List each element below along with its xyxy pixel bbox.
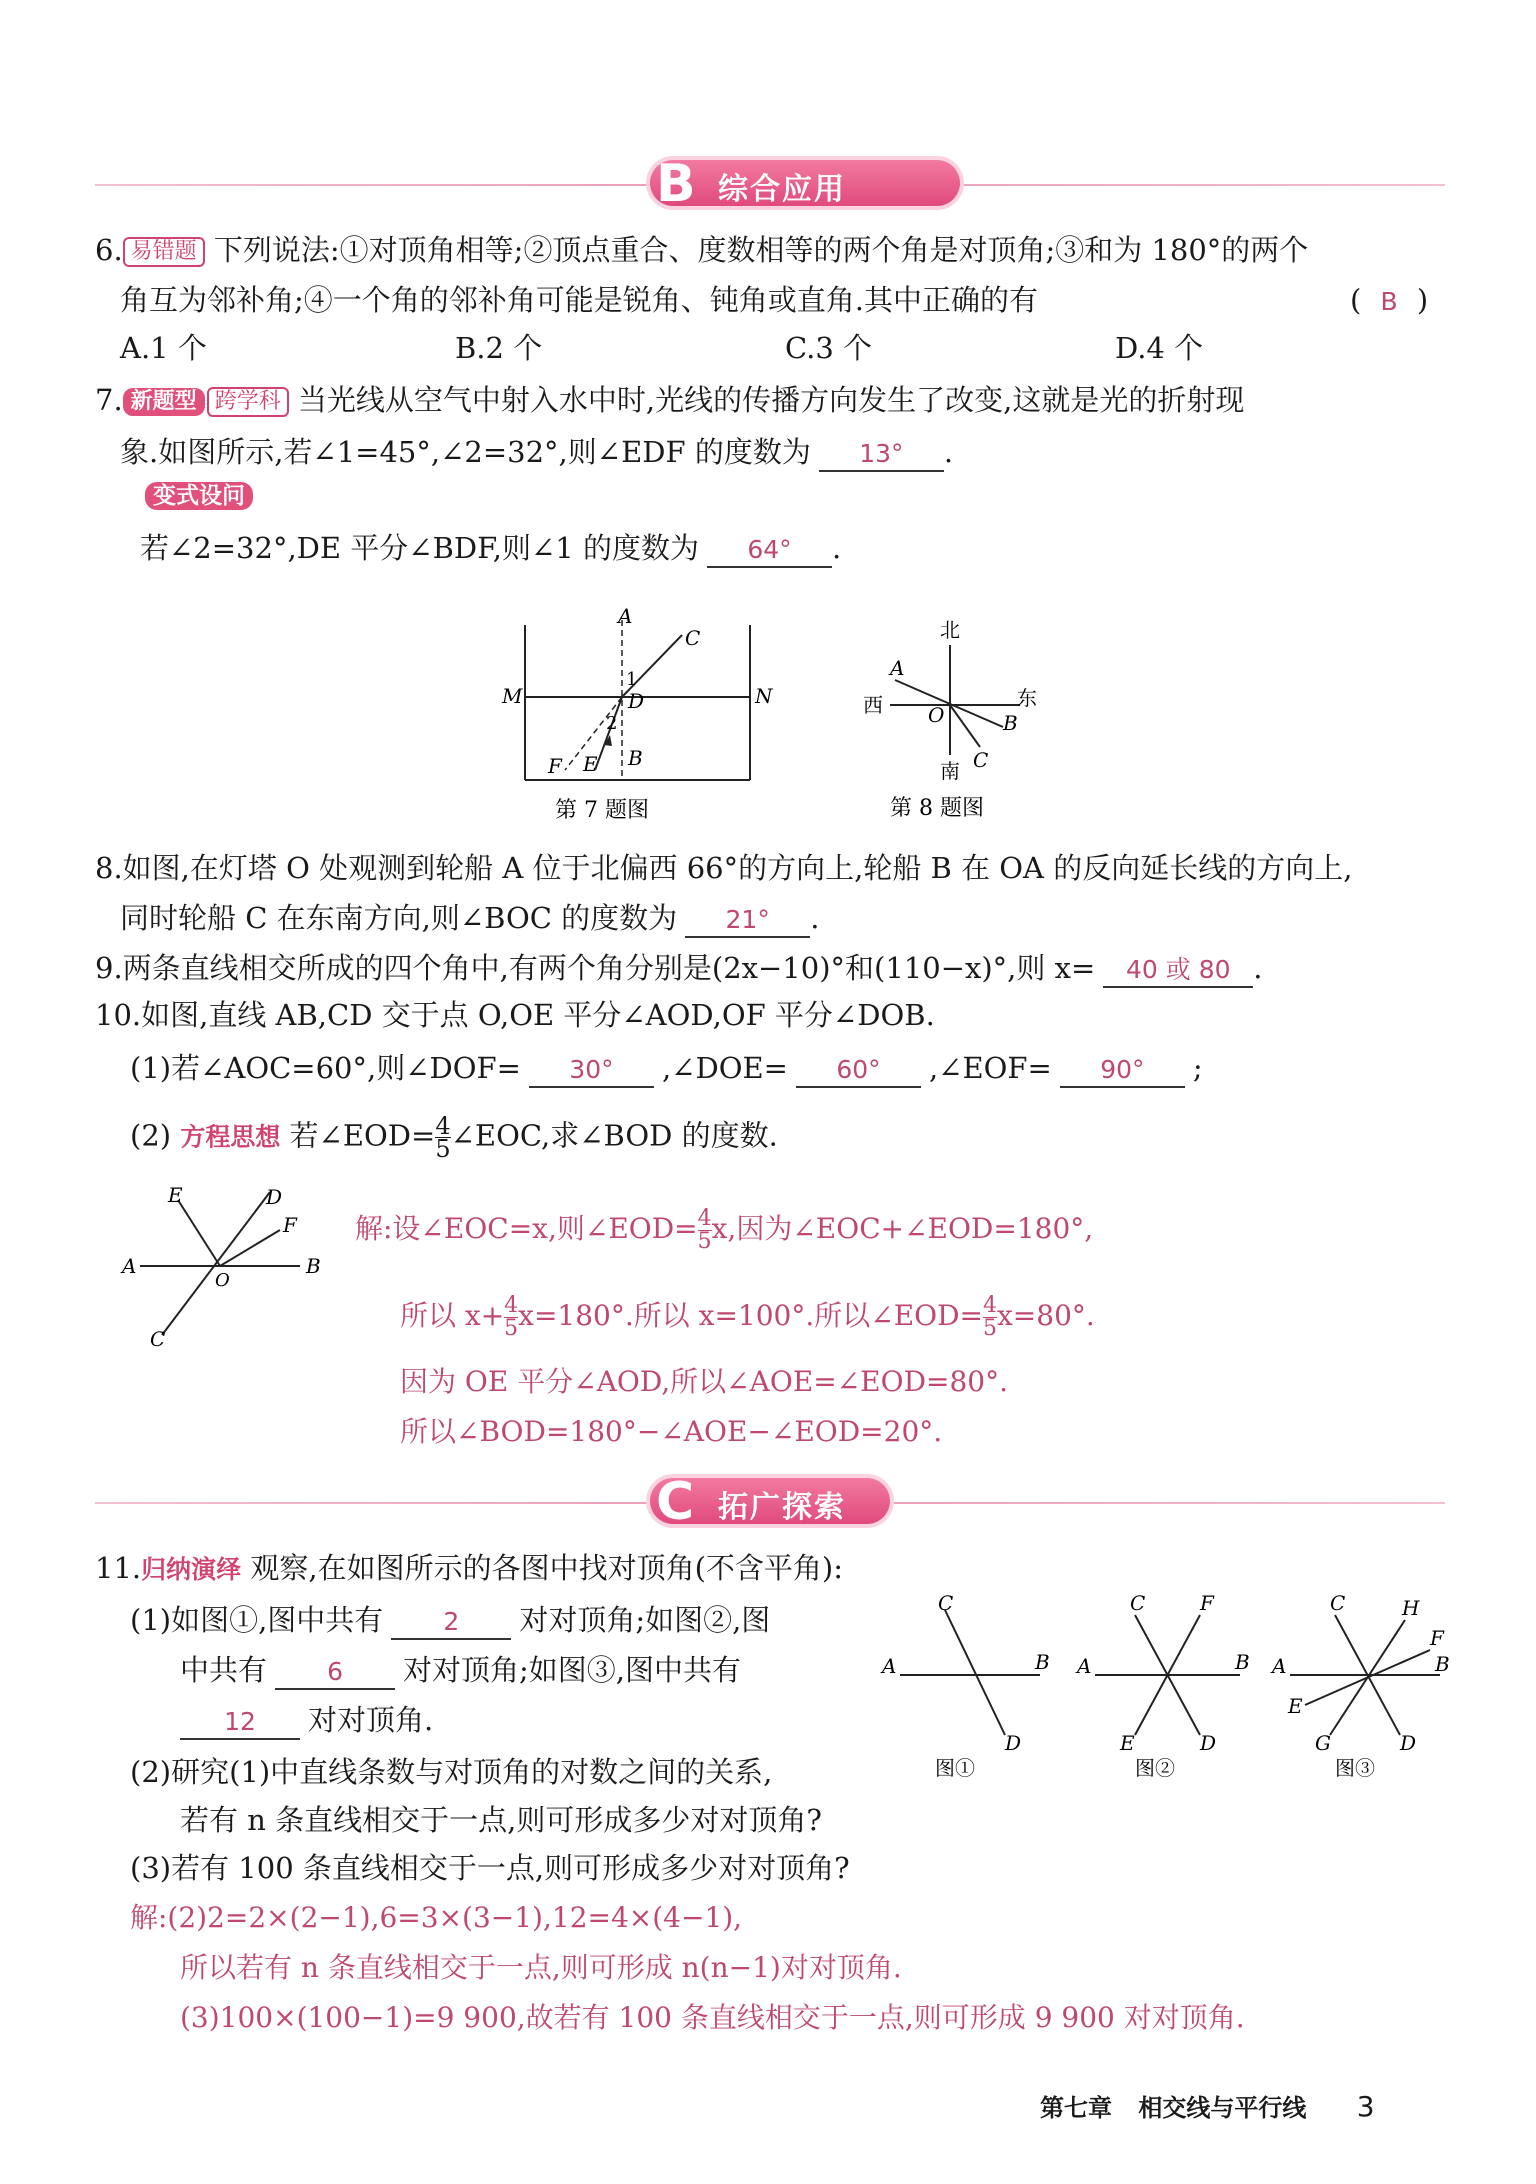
- fig2-label-d: D: [1200, 1731, 1217, 1755]
- fig10-label-o: O: [215, 1270, 230, 1291]
- fig10-label-b: B: [306, 1254, 321, 1278]
- q9-answer: 40 或 80: [1103, 954, 1253, 988]
- q7-tag-cross: 跨学科: [207, 387, 289, 417]
- fig7-label-m: M: [502, 684, 523, 708]
- q6-option-a: A.1 个: [120, 331, 207, 365]
- q10-answer-eof: 90°: [1060, 1054, 1185, 1088]
- section-letter: B: [656, 154, 696, 214]
- q6-option-b: B.2 个: [455, 331, 543, 365]
- q10-solution-4: 所以∠BOD=180°−∠AOE−∠EOD=20°.: [400, 1415, 943, 1448]
- fig8-label-c: C: [973, 748, 989, 772]
- footer-chapter: 第七章: [1040, 2094, 1112, 2122]
- fig7-label-c: C: [685, 626, 701, 650]
- q6-text-1: 下列说法:①对顶角相等;②顶点重合、度数相等的两个角是对顶角;③和为 180°的两个: [213, 233, 1309, 267]
- q11-figure-2: [1075, 1595, 1250, 1780]
- q11-tag: 归纳演绎: [141, 1555, 242, 1584]
- q10-solution-3: 因为 OE 平分∠AOD,所以∠AOE=∠EOD=80°.: [400, 1365, 1009, 1398]
- figure-7: [500, 605, 780, 830]
- fig7-label-b: B: [628, 746, 643, 770]
- q11-answer-2: 6: [275, 1656, 395, 1690]
- footer: [1040, 2088, 1375, 2123]
- q7-text-1: 当光线从空气中射入水中时,光线的传播方向发生了改变,这就是光的折射现: [297, 383, 1245, 417]
- fig3-label-f: F: [1430, 1626, 1444, 1650]
- fig3-label-a: A: [1272, 1654, 1287, 1678]
- fig8-label-west: 西: [863, 693, 883, 717]
- fig7-label-2: 2: [606, 713, 618, 734]
- fig10-label-f: F: [283, 1213, 297, 1237]
- fig7-label-f: F: [548, 754, 562, 778]
- q6-answer: B: [1380, 287, 1398, 316]
- fig10-label-e: E: [168, 1183, 183, 1207]
- q7-variant-line: 若∠2=32°,DE 平分∠BDF,则∠1 的度数为 64° .: [140, 528, 841, 568]
- q6-option-c: C.3 个: [785, 331, 873, 365]
- q10-part2: (2) 方程思想 若∠EOD= $\frac{4}{5}$ ∠EOC,求∠BOD 的度数.: [130, 1112, 778, 1163]
- q11-part3: (3)若有 100 条直线相交于一点,则可形成多少对对顶角?: [130, 1851, 850, 1885]
- q10-solution-1: 解:设∠EOC=x,则∠EOD= $\frac{4}{5}$ x,因为∠EOC+∠EOD=180°,: [355, 1206, 1094, 1254]
- fig8-label-east: 东: [1017, 686, 1037, 710]
- q10-tag: 方程思想: [180, 1122, 281, 1152]
- q11-line1: 11.归纳演绎 观察,在如图所示的各图中找对顶角(不含平角):: [95, 1551, 843, 1585]
- q8-line2: 同时轮船 C 在东南方向,则∠BOC 的度数为 21° .: [120, 898, 819, 938]
- fig8-label-north: 北: [940, 618, 960, 642]
- fig3-label-g: G: [1315, 1731, 1331, 1755]
- q6-option-d: D.4 个: [1115, 331, 1204, 365]
- fig3-caption: 图③: [1335, 1756, 1375, 1780]
- q9-line: 9.两条直线相交所成的四个角中,有两个角分别是(2x−10)°和(110−x)°,则 x= 40 或 80 .: [95, 948, 1262, 988]
- q10-answer-doe: 60°: [796, 1054, 921, 1088]
- q11-part1-line3: 12 对对顶角.: [180, 1700, 433, 1740]
- section-title: 拓广探索: [718, 1490, 846, 1525]
- q10-line1: 10.如图,直线 AB,CD 交于点 O,OE 平分∠AOD,OF 平分∠DOB.: [95, 998, 935, 1032]
- fig2-label-b: B: [1235, 1650, 1250, 1674]
- fig3-label-d: D: [1400, 1731, 1417, 1755]
- q8-line1: 8.如图,在灯塔 O 处观测到轮船 A 位于北偏西 66°的方向上,轮船 B 在 OA 的反向延长线的方向上,: [95, 851, 1353, 885]
- fig7-label-d: D: [628, 689, 645, 713]
- section-b-pill: [650, 154, 960, 214]
- fig1-label-d: D: [1005, 1731, 1022, 1755]
- q7-tag-new: 新题型: [123, 388, 205, 416]
- fig8-label-o: O: [928, 703, 945, 727]
- fig2-label-c: C: [1130, 1595, 1146, 1615]
- fig3-label-h: H: [1402, 1596, 1420, 1620]
- fig1-label-a: A: [882, 1654, 897, 1678]
- q10-part1: (1)若∠AOC=60°,则∠DOF= 30° ,∠DOE= 60° ,∠EOF= 90° ;: [130, 1048, 1203, 1088]
- fig8-label-a: A: [890, 656, 905, 680]
- fig10-label-a: A: [122, 1254, 137, 1278]
- q11-solution-2: 所以若有 n 条直线相交于一点,则可形成 n(n−1)对对顶角.: [180, 1951, 902, 1984]
- q11-figure-3: [1270, 1595, 1450, 1780]
- q7-answer: 13°: [819, 438, 944, 472]
- fig7-label-a: A: [618, 605, 633, 628]
- fig3-label-e: E: [1288, 1694, 1303, 1718]
- q8-answer: 21°: [685, 904, 810, 938]
- q11-solution-1: 解:(2)2=2×(2−1),6=3×(3−1),12=4×(4−1),: [130, 1901, 743, 1934]
- figure-8: [855, 615, 1055, 830]
- q11-part1-line2: 中共有 6 对对顶角;如图③,图中共有: [180, 1650, 741, 1690]
- fig2-label-a: A: [1077, 1654, 1092, 1678]
- footer-title: 相交线与平行线: [1138, 2094, 1307, 2122]
- q11-number: 11.: [95, 1551, 142, 1585]
- section-b-header: [95, 154, 1445, 214]
- q7-line1: [95, 380, 1244, 420]
- page-number: 3: [1356, 2090, 1375, 2123]
- q6-answer-bracket: ( B ): [1350, 283, 1429, 317]
- q6-number: 6.: [95, 233, 123, 267]
- q10-solution-2: 所以 x+ $\frac{4}{5}$ x=180°.所以 x=100°.所以∠EOD= $\frac{4}{5}$ x=80°.: [400, 1293, 1095, 1341]
- q7-variant-tag: 变式设问: [145, 482, 253, 510]
- q11-solution-3: (3)100×(100−1)=9 900,故若有 100 条直线相交于一点,则可形成 9 900 对对顶角.: [180, 2001, 1245, 2034]
- q11-answer-3: 12: [180, 1706, 300, 1740]
- fig2-caption: 图②: [1135, 1756, 1175, 1780]
- q11-figures: [880, 1595, 1460, 1795]
- fig8-caption: 第 8 题图: [890, 796, 984, 821]
- q7-line2: 象.如图所示,若∠1=45°,∠2=32°,则∠EDF 的度数为 13° .: [120, 432, 953, 472]
- q10-answer-dof: 30°: [529, 1054, 654, 1088]
- section-c-header: [95, 1472, 1445, 1532]
- section-letter: C: [656, 1472, 695, 1532]
- fig2-label-e: E: [1120, 1731, 1135, 1755]
- fig7-caption: 第 7 题图: [555, 798, 649, 823]
- q11-part2-line2: 若有 n 条直线相交于一点,则可形成多少对对顶角?: [180, 1803, 822, 1837]
- fig8-label-south: 南: [940, 759, 960, 783]
- section-c-pill: [650, 1472, 890, 1532]
- fig7-label-1: 1: [626, 669, 638, 690]
- figure-10: [120, 1180, 340, 1350]
- fig1-caption: 图①: [935, 1756, 975, 1780]
- fig1-label-b: B: [1035, 1650, 1050, 1674]
- fig3-label-c: C: [1330, 1595, 1346, 1615]
- fig8-label-b: B: [1003, 711, 1018, 735]
- section-title: 综合应用: [718, 172, 846, 207]
- q7-variant-answer: 64°: [707, 534, 832, 568]
- q6-tag: 易错题: [123, 237, 205, 267]
- q11-part1-line1: (1)如图①,图中共有 2 对对顶角;如图②,图: [130, 1600, 770, 1640]
- fig7-label-e: E: [583, 752, 598, 776]
- fig10-label-d: D: [266, 1185, 283, 1209]
- fig1-label-c: C: [938, 1595, 954, 1615]
- q6-line1: [95, 230, 1308, 270]
- q11-part2-line1: (2)研究(1)中直线条数与对顶角的对数之间的关系,: [130, 1755, 773, 1789]
- fig3-label-b: B: [1435, 1652, 1450, 1676]
- fig7-label-n: N: [755, 684, 773, 708]
- q6-line2: 角互为邻补角;④一个角的邻补角可能是锐角、钝角或直角.其中正确的有: [120, 283, 1038, 317]
- fig10-label-c: C: [150, 1327, 166, 1350]
- q11-figure-1: [880, 1595, 1050, 1780]
- q11-answer-1: 2: [391, 1606, 511, 1640]
- q7-number: 7.: [95, 383, 123, 417]
- fig2-label-f: F: [1200, 1595, 1214, 1615]
